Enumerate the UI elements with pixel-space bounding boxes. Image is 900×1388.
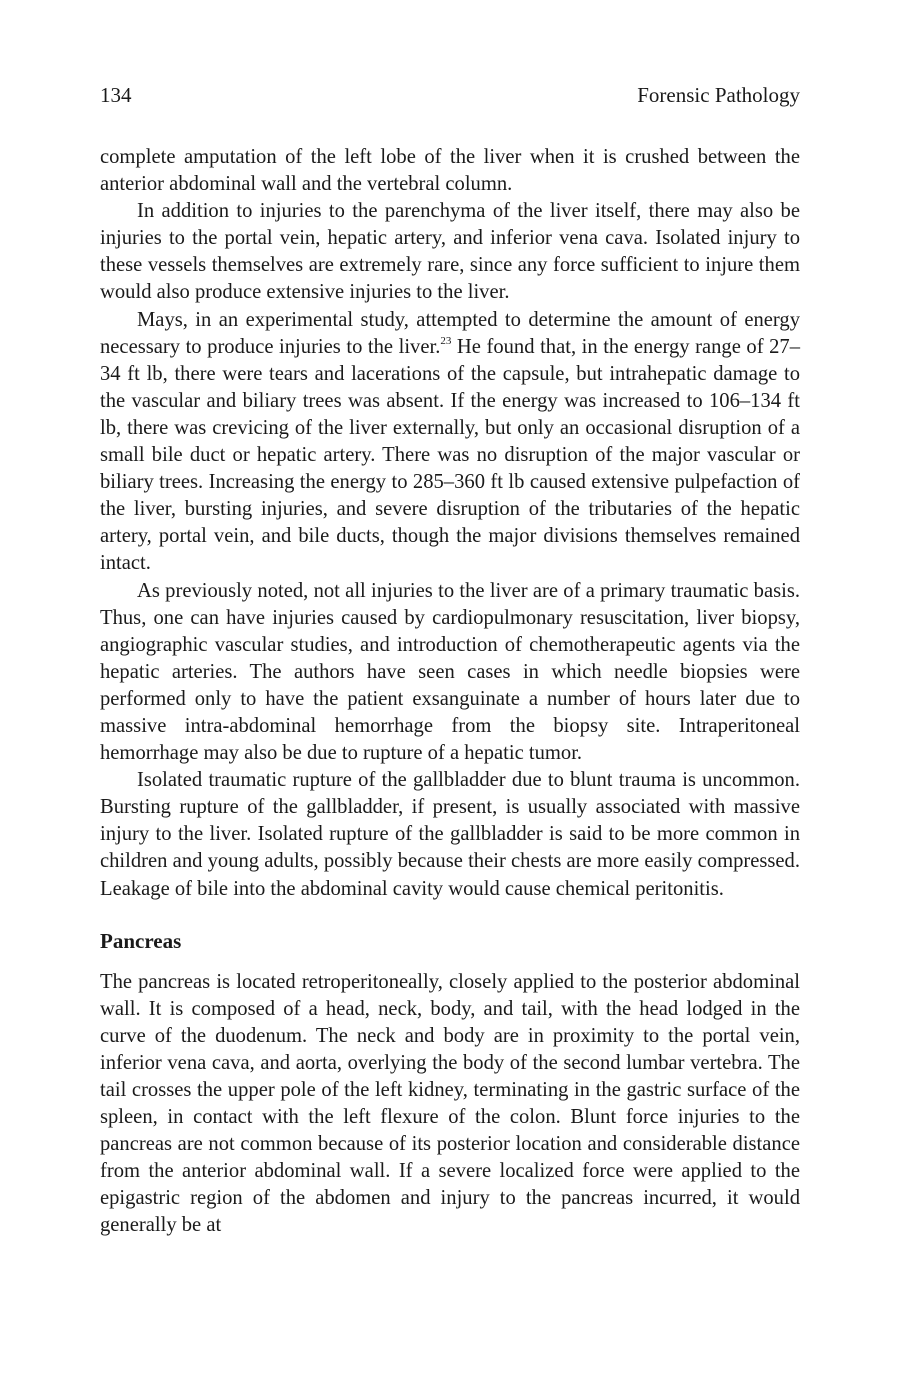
mays-study-text-end: He found that, in the energy range of 27–34 ft lb, there were tears and lacerations of the capsule, but intrahepatic damage to the vascular and biliary trees was absent. If the energy was increased to 106–134 ft lb, there was crevicing of the liver externally, but only an occasional disruption of a small bile duct or hepatic artery. There was no disruption of the major vascular or biliary trees. Increasing the energy to 285–360 ft lb caused extensive pulpefaction of the liver, bursting injuries, and severe disruption of the tributaries of the hepatic artery, portal vein, and bile ducts, though the major divisions themselves remained intact. xyxy=(100,335,800,575)
paragraph-gallbladder-rupture: Isolated traumatic rupture of the gallbladder due to blunt trauma is uncommon. Bursting rupture of the gallbladder, if present, is usually associated with massive injury to the liver. Isolated rupture of the gallbladder is said to be more common in children and young adults, possibly because their chests are more easily compressed. Leakage of bile into the abdominal cavity would cause chemical peritonitis. xyxy=(100,769,800,900)
paragraph-pancreas: The pancreas is located retroperitoneally, closely applied to the posterior abdominal wall. It is composed of a head, neck, body, and tail, with the head lodged in the curve of the duodenum. The neck and body are in proximity to the portal vein, inferior vena cava, and aorta, overlying the body of the second lumbar vertebra. The tail crosses the upper pole of the left kidney, terminating in the gastric surface of the spleen, in contact with the left flexure of the colon. Blunt force injuries to the pancreas are not common because of its posterior location and considerable distance from the anterior abdominal wall. If a severe localized force were applied to the epigastric region of the abdomen and injury to the pancreas incurred, it would generally be at xyxy=(100,970,800,1237)
section-heading-pancreas: Pancreas xyxy=(100,928,182,953)
paragraph-vessel-injuries: In addition to injuries to the parenchyma of the liver itself, there may also be injuries to the portal vein, hepatic artery, and inferior vena cava. Isolated injury to these vessels themselves are extremely rare, since any force sufficient to injure them would also produce extensive injuries to the liver. xyxy=(100,200,800,304)
running-title: Forensic Pathology xyxy=(637,83,800,107)
paragraph-mays-study xyxy=(100,307,800,578)
body-text xyxy=(100,144,800,1240)
page-number: 134 xyxy=(100,83,132,107)
reference-superscript: 23 xyxy=(440,334,452,347)
running-head xyxy=(100,80,800,110)
mays-study-text-start: Mays, in an experimental study, attempted to determine the amount of energy necessary to produce injuries to the liver. xyxy=(100,308,800,358)
paragraph-non-traumatic-injuries: As previously noted, not all injuries to the liver are of a primary traumatic basis. Thus, one can have injuries caused by cardiopulmonary resuscitation, liver biopsy, angiographic vascular studies, and introduction of chemotherapeutic agents via the hepatic arteries. The authors have seen cases in which needle biopsies were performed only to have the patient exsanguinate a number of hours later due to massive intra-abdominal hemorrhage from the biopsy site. Intraperitoneal hemorrhage may also be due to rupture of a hepatic tumor. xyxy=(100,579,800,765)
paragraph-liver-amputation: complete amputation of the left lobe of the liver when it is crushed between the anterior abdominal wall and the vertebral column. xyxy=(100,146,800,196)
